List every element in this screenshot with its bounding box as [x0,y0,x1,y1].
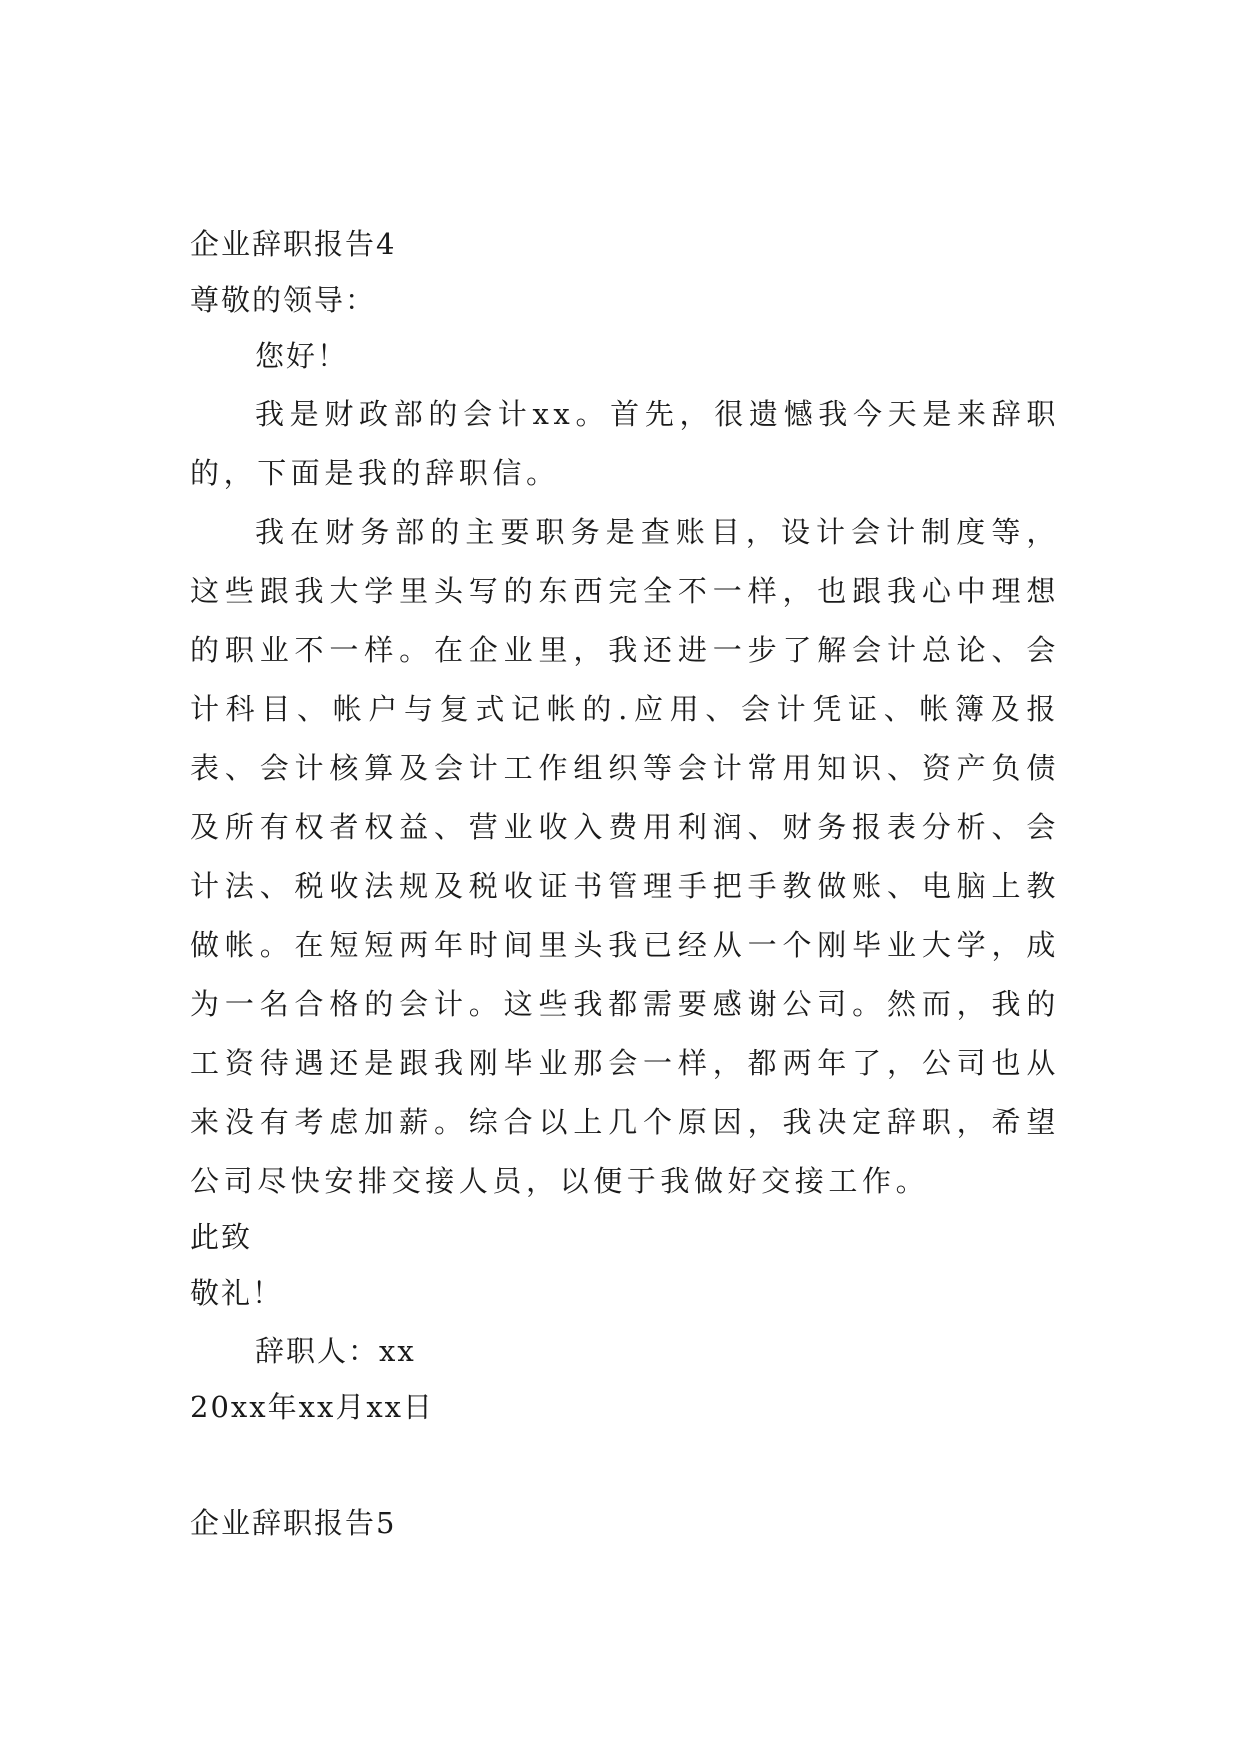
salutation: 尊敬的领导： [190,283,377,317]
paragraph-intro: 我是财政部的会计xx。首先，很遗憾我今天是来辞职的，下面是我的辞职信。 [190,397,1060,490]
report-heading-4: 企业辞职报告4 [190,227,397,261]
paragraph-body: 我在财务部的主要职务是查账目，设计会计制度等，这些跟我大学里头写的东西完全不一样，也跟我心中理想的职业不一样。在企业里，我还进一步了解会计总论、会计科目、帐户与复式记帐的.应用、会计凭证、帐簿及报表、会计核算及会计工作组织等会计常用知识、资产负债及所有权者权益、营业收入费用利润、财务报表分析、会计法、税收法规及税收证书管理手把手教做账、电脑上教做帐。在短短两年时间里头我已经从一个刚毕业大学，成为一名合格的会计。这些我都需要感谢公司。然而，我的工资待遇还是跟我刚毕业那会一样，都两年了，公司也从来没有考虑加薪。综合以上几个原因，我决定辞职，希望公司尽快安排交接人员，以便于我做好交接工作。 [190,515,1060,1198]
report-heading-5: 企业辞职报告5 [190,1506,397,1540]
closing-line-1: 此致 [190,1220,253,1254]
signature: 辞职人：xx [255,1334,416,1368]
closing-line-2: 敬礼！ [190,1276,284,1310]
date: 20xx年xx月xx日 [190,1390,435,1424]
greeting: 您好！ [255,339,349,373]
